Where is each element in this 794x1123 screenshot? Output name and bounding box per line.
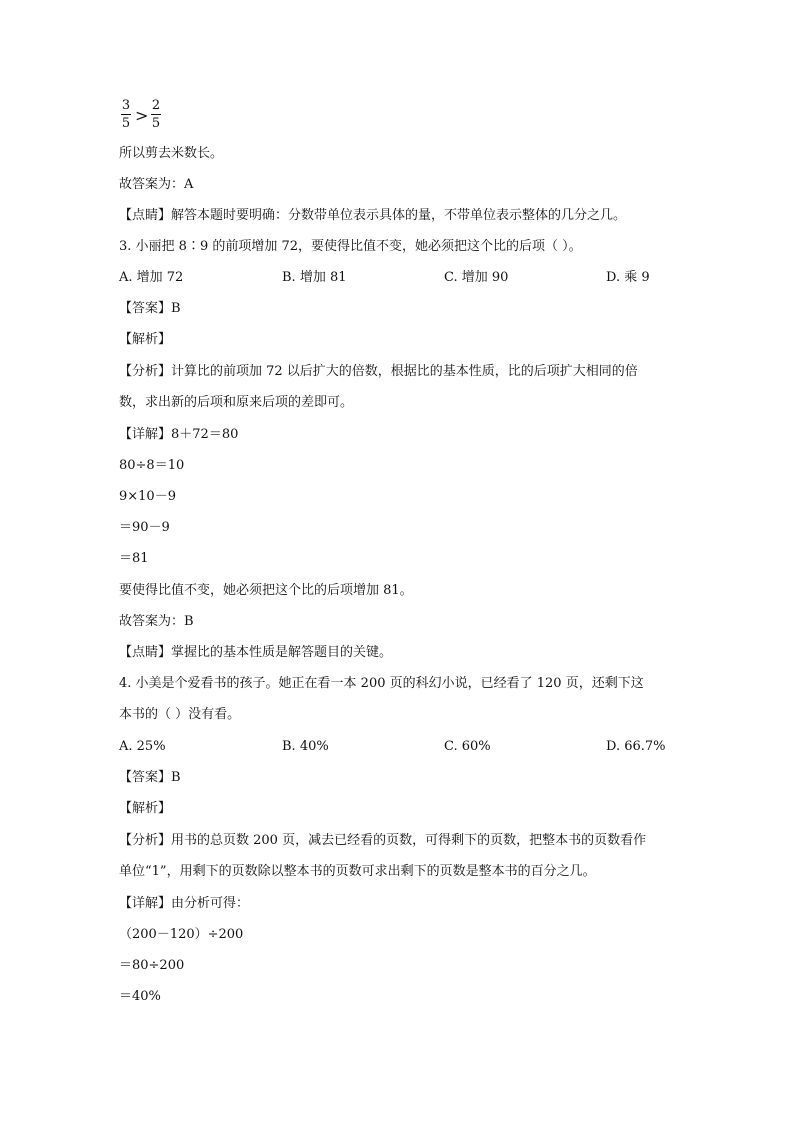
fraction-denominator: 5 [151,116,161,131]
question-4-stem-line-2: 本书的（ ）没有看。 [119,707,241,722]
q4-analysis-line-1: 【分析】用书的总页数 200 页，减去已经看的页数，可得剩下的页数，把整本书的页数看作 [119,833,647,848]
q3-analysis-line-1: 【分析】计算比的前项加 72 以后扩大的倍数，根据比的基本性质，比的后项扩大相同的倍 [119,364,638,379]
q3-option-b: B. 增加 81 [282,270,347,285]
fraction-three-fifths [121,98,131,131]
q3-analysis-line-2: 数，求出新的后项和原来后项的差即可。 [119,395,354,410]
q4-option-a: A. 25% [119,739,166,754]
answer-statement: 故答案为：A [119,177,194,192]
question-3-stem: 3. 小丽把 8∶9 的前项增加 72，要使得比值不变，她必须把这个比的后项（ ）。 [119,239,582,254]
q3-answer-statement: 故答案为：B [119,614,194,629]
q4-answer: 【答案】B [119,770,181,785]
q4-detail-line-3: ＝40% [119,989,161,1004]
q3-detail-line-5: ＝81 [119,551,149,566]
greater-than-symbol: > [135,106,149,125]
q4-solution-heading: 【解析】 [119,801,172,816]
fraction-numerator: 2 [151,98,161,113]
question-4-stem-line-1: 4. 小美是个爱看书的孩子。她正在看一本 200 页的科幻小说，已经看了 120 页，还剩下这 [119,676,644,691]
q4-detail-line-1: （200－120）÷200 [119,927,244,942]
q3-detail-conclusion: 要使得比值不变，她必须把这个比的后项增加 81。 [119,583,413,598]
conclusion-text: 所以剪去米数长。 [119,146,224,161]
q3-detail-line-4: ＝90－9 [119,520,170,535]
q3-key-point: 【点睛】掌握比的基本性质是解答题目的关键。 [119,645,393,660]
q3-detail-line-3: 9×10－9 [119,489,176,504]
q3-option-a: A. 增加 72 [119,270,184,285]
q3-solution-heading: 【解析】 [119,332,172,347]
q4-detail-heading: 【详解】由分析可得： [119,896,250,911]
q4-option-c: C. 60% [444,739,491,754]
fraction-denominator: 5 [121,116,131,131]
q4-option-b: B. 40% [282,739,329,754]
q3-option-d: D. 乘 9 [606,270,650,285]
q4-option-d: D. 66.7% [606,739,666,754]
fraction-bar [121,114,131,115]
q4-analysis-line-2: 单位“1”，用剩下的页数除以整本书的页数可求出剩下的页数是整本书的百分之几。 [119,864,596,879]
key-point-note: 【点睛】解答本题时要明确：分数带单位表示具体的量，不带单位表示整体的几分之几。 [119,208,627,223]
q3-detail-line-1: 【详解】8＋72＝80 [119,427,239,442]
q3-answer: 【答案】B [119,301,181,316]
fraction-two-fifths [151,98,161,131]
fraction-numerator: 3 [121,98,131,113]
q3-option-c: C. 增加 90 [444,270,509,285]
q3-detail-line-2: 80÷8＝10 [119,458,185,473]
fraction-bar [151,114,161,115]
q4-detail-line-2: ＝80÷200 [119,958,185,973]
